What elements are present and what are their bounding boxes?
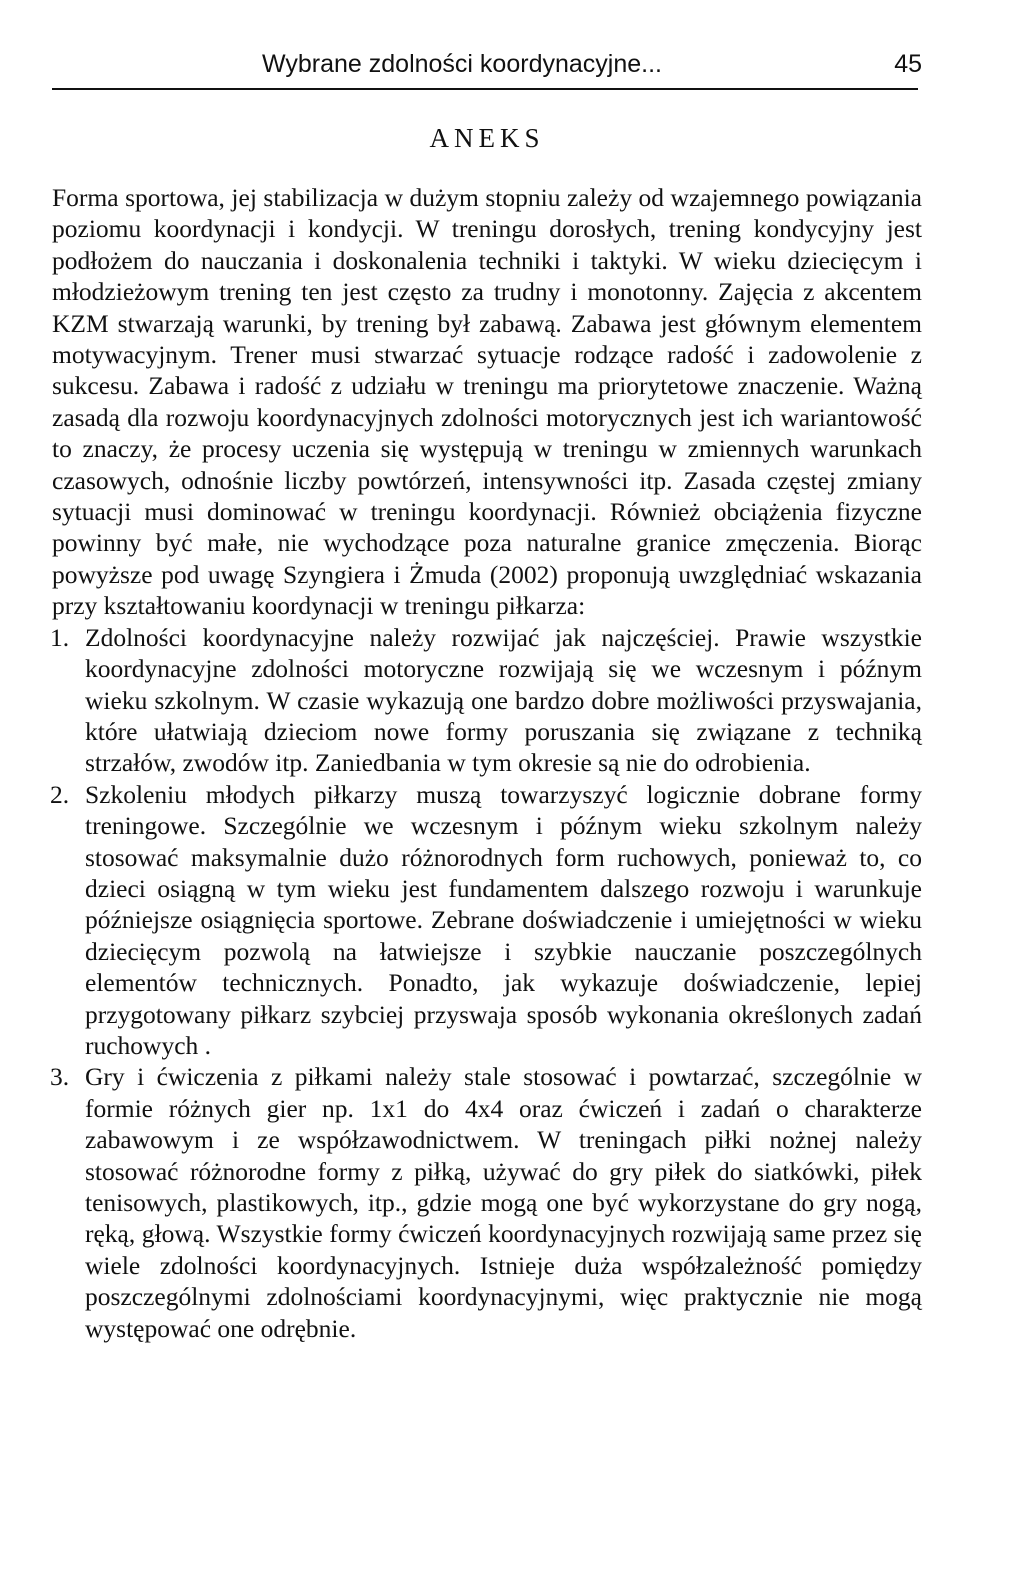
list-item-number: 1. [50,622,70,652]
list-item [52,779,922,1062]
list-item-text: Zdolności koordynacyjne należy rozwijać jak najczęściej. Prawie wszystkie koordynacyjne zdolności motoryczne rozwijają się we wczesnym i późnym wieku szkolnym. W czasie wykazują one bardzo dobre możliwości przyswajania, które ułatwiają dzieciom nowe formy poruszania się związane z techniką strzałów, zwodów itp. Zaniedbania w tym okresie są nie do odrobienia. [85,622,922,778]
list-item [52,1061,922,1344]
recommendation-list [52,622,922,1344]
intro-paragraph: Forma sportowa, jej stabilizacja w dużym stopniu zależy od wzajemnego powiązania poziomu koordynacji i kondycji. W treningu dorosłych, trening kondycyjny jest podłożem do nauczania i doskonalenia techniki i taktyki. W wieku dziecięcym i młodzieżowym trening ten jest często za trudny i monotonny. Zajęcia z akcentem KZM stwarzają warunki, by trening był zabawą. Zabawa jest głównym elementem motywacyjnym. Trener musi stwarzać sytuacje rodzące radość i zadowolenie z sukcesu. Zabawa i radość z udziału w treningu ma priorytetowe znaczenie. Ważną zasadą dla rozwoju koordynacyjnych zdolności motorycznych jest ich wariantowość to znaczy, że procesy uczenia się występują w treningu w zmiennych warunkach czasowych, odnośnie liczby powtórzeń, intensywności itp. Zasada częstej zmiany sytuacji musi dominować w treningu koordynacji. Również obciążenia fizyczne powinny być małe, nie wychodzące poza naturalne granice zmęczenia. Biorąc powyższe pod uwagę Szyngiera i Żmuda (2002) proponują uwzględniać wskazania przy kształtowaniu koordynacji w treningu piłkarza: [52,183,922,621]
page [52,44,922,1344]
list-item-text: Gry i ćwiczenia z piłkami należy stale stosować i powtarzać, szczególnie w formie różnych gier np. 1x1 do 4x4 oraz ćwiczeń i zadań o charakterze zabawowym i ze współzawodnictwem. W treningach piłki nożnej należy stosować różnorodne formy z piłką, używać do gry piłek do siatkówki, piłek tenisowych, plastikowych, itp., gdzie mogą one być wykorzystane do gry nogą, ręką, głową. Wszystkie formy ćwiczeń koordynacyjnych rozwijają same przez się wiele zdolności koordynacyjnych. Istnieje duża współzależność pomiędzy poszczególnymi zdolnościami koordynacyjnymi, więc praktycznie nie mogą występować one odrębnie. [85,1062,922,1343]
list-item [52,622,922,779]
list-item-number: 2. [50,779,70,809]
list-item-number: 3. [50,1062,70,1092]
list-item-text: Szkoleniu młodych piłkarzy muszą towarzyszyć logicznie dobrane formy treningowe. Szczególnie we wczesnym i późnym wieku szkolnym należy stosować maksymalnie dużo różnorodnych form ruchowych, ponieważ to, co dzieci osiągną w tym wieku jest fundamentem dalszego rozwoju i warunkuje późniejsze osiągnięcia sportowe. Zebrane doświadczenie i umiejętności w wieku dziecięcym pozwolą na łatwiejsze i szybkie nauczanie poszczególnych elementów technicznych. Ponadto, jak wykazuje doświadczenie, lepiej przygotowany piłkarz szybciej przyswaja sposób wykonania określonych zadań ruchowych . [85,779,922,1060]
running-header [52,44,922,88]
header-rule [52,88,918,90]
section-title: ANEKS [429,123,545,153]
running-title: Wybrane zdolności koordynacyjne... [262,50,662,78]
page-number: 45 [894,50,922,78]
